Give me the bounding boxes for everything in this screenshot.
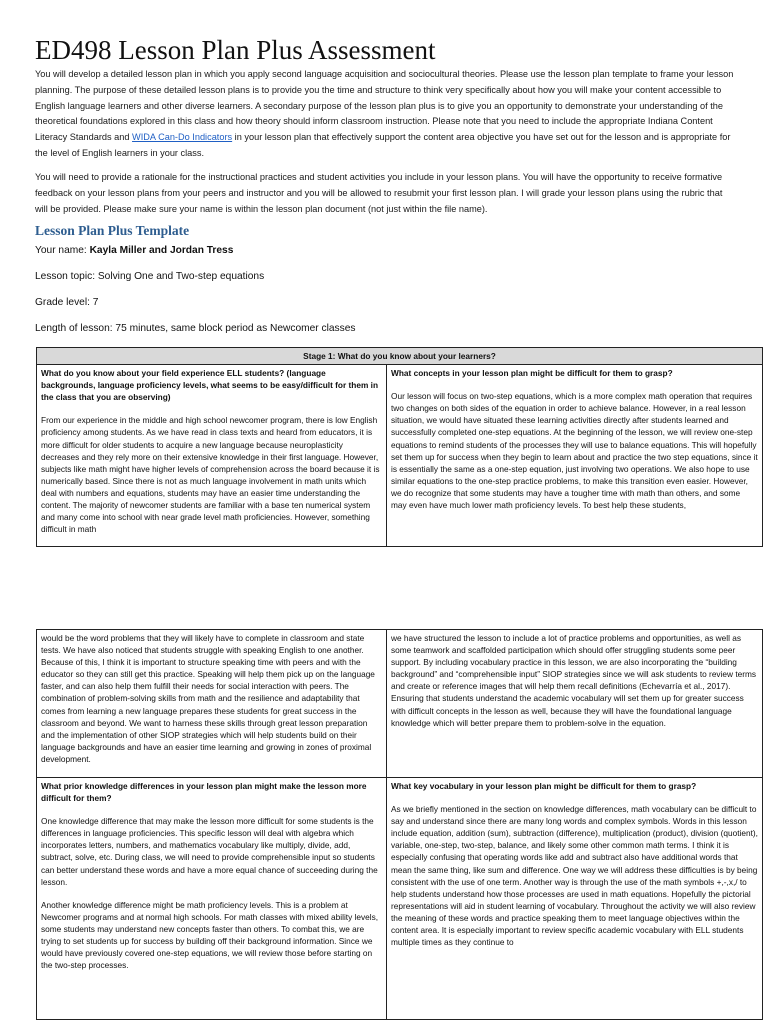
grade-level-field: Grade level: 7 [35,297,99,308]
your-name-field [35,244,233,258]
difficult-concepts-continued-cell: we have structured the lesson to include a lot of practice problems and opportunities, as well as some teamwork and scaffolded participation which should offer struggling students some peer support. By including vocabulary practice in this lesson, we are also incorporating the “building background” and “comprehensible input” SIOP strategies since we will ask students to review terms and create or reference images that will help them recall definitions (Echevarría et al., 2017). Ensuring that students understand the academic vocabulary will set them up for greater success with difficult concepts in the lesson as well, because they will have the foundational language knowledge which will better prepare them to problem-solve in the equation. [387,630,763,778]
question-difficult-concepts: What concepts in your lesson plan might be difficult for them to grasp? [391,368,673,379]
answer-key-vocabulary: As we briefly mentioned in the section on knowledge differences, math vocabulary can be difficult to say and understand since there are many long words and complex symbols. Words in this lesson include equation, addition (sum), subtraction (difference), multiplication (product), division (quotient), variable, one-step, two-step, balance, and likely some other common math terms. I think it is especially confusing that operating words like add and subtract also have additional words that mean the same thing, like sum and difference. One way we will address these difficulties is by being consistent with the use of one term. Another way is through the use of the math symbols +,-,x,/ to help students understand how those processes are used in math equations. Hopefully the pictorial representations will aid in student learning of vocabulary. Throughout the activity we will also review the meaning of these words and practice speaking them to meet language objectives within the content area. It is especially important to review specific academic vocabulary with ELL students multiple times as they continue to [391,804,758,948]
wida-can-do-link[interactable]: WIDA Can-Do Indicators [132,132,233,143]
key-vocabulary-cell [387,778,763,1020]
intro-p1-text: You will develop a detailed lesson plan in which you apply second language acquisition and sociocultural theories. Please use the lesson plan template to frame your lesson planning. The purpose of these detailed lesson plans is to provide you the time and structure to think very specifically about how you will make your content accessible to English language learners and other diverse learners. A secondary purpose of the lesson plan plus is to give you an opportunity to demonstrate your understanding of the theoretical foundations explored in this class and how theory should inform classroom instruction. Please note that you need to include the appropriate Indiana Content Literacy Standards and [35,69,734,143]
lesson-topic-field: Lesson topic: Solving One and Two-step equations [35,271,265,282]
name-label: Your name: [35,245,90,256]
difficult-concepts-cell [387,365,763,547]
question-prior-knowledge: What prior knowledge differences in your lesson plan might make the lesson more difficult for them? [41,781,367,804]
prior-knowledge-cell [37,778,387,1020]
document-title: ED498 Lesson Plan Plus Assessment [35,35,436,65]
stage1-header-row [37,348,763,365]
stage1-header: Stage 1: What do you know about your learners? [37,348,763,365]
stage1-table-page1 [36,347,763,547]
table-row [37,630,763,778]
answer-prior-knowledge-2: Another knowledge difference might be math proficiency levels. This is a problem at Newcomer programs and at normal high schools. For math classes with mixed ability levels, some students may understand new concepts faster than others. To combat this, we are trying to set students up for success by building off their background information. Since we would have previously covered one-step equations, we will review those before starting on the two-step processes. [41,899,379,971]
table-row [37,365,763,547]
template-heading: Lesson Plan Plus Template [35,223,190,238]
answer-difficult-concepts: Our lesson will focus on two-step equations, which is a more complex math operation that requires two changes on both sides of the equation in order to achieve balance. However, in a real lesson situation, we would have situated these learning activities directly after students learned and successfully completed one-step equations. At the beginning of the lesson, we will review one-step equations to remind students of the processes they will use to balance equations. This will hopefully set them up for success when they begin to learn about and practice the two step equations, since it is essentially the same as a one-step equation, just involving two operations. We also hope to use similar equations to the one-step practice problems, to make this transition even easier. However, we do recognize that some students may have a tougher time with math than others, and some may even have much lower math proficiency levels. To best help these students, [391,391,758,511]
answer-field-experience: From our experience in the middle and high school newcomer program, there is low English proficiency among students. As we have read in class texts and heard from educators, it is more difficult for older students to acquire a new language because neuroplasticity decreases and they rely more on their extensive knowledge in their first language. However, subjects like math might have higher levels of comprehension across the board because it is numerically based. Since there is not as much language involvement in math units which deal with numbers and equations, students may have an easier time understanding the content. The majority of newcomer students are familiar with a base ten numerical system and many come into school with near grade level math proficiencies. However, something difficult in math [41,415,380,535]
answer-prior-knowledge-1: One knowledge difference that may make the lesson more difficult for some students is the differences in language proficiencies. This specific lesson will deal with algebra which incorporates letters, numbers, and mathematics vocabulary like multiply, divide, add, subtract, solve, etc. During class, we will need to provide comprehensible input so students can better understand these words and have a more equal chance of succeeding during the lesson. [41,816,378,887]
intro-paragraph-1 [35,67,735,162]
lesson-length-field: Length of lesson: 75 minutes, same block period as Newcomer classes [35,323,356,334]
intro-paragraph-2: You will need to provide a rationale for the instructional practices and student activities you include in your lesson plans. You will have the opportunity to receive formative feedback on your lesson plans from your peers and instructor and you will be allowed to resubmit your first lesson plan. I will grade your lesson plans using the rubric that will be provided. Please make sure your name is within the lesson plan document (not just within the file name). [35,172,723,214]
stage1-table-page2 [36,629,763,1020]
name-value: Kayla Miller and Jordan Tress [89,245,234,256]
question-field-experience: What do you know about your field experience ELL students? (language backgrounds, language proficiency levels, what seems to be easy/difficult for them in the class that you are observing) [41,368,379,403]
learners-knowledge-continued-cell: would be the word problems that they will likely have to complete in classroom and state tests. We have also noticed that students struggle with speaking English to one another. Because of this, I think it is important to structure speaking time with peers and with the educator so they can still get this practice. Speaking will help them pick up on the language faster, and can also help them fulfill their needs for social interaction with peers. The combination of problem-solving skills from math and the resilience and adaptability that comes from learning a new language prepares these students for great success in the classroom and beyond. We want to harness these skills through great lesson preparation and the implementation of other SIOP strategies which will help students build on their language backgrounds and have an easier time learning and growing in zones of proximal development. [37,630,387,778]
table-row [37,778,763,1020]
learners-knowledge-cell [37,365,387,547]
question-key-vocabulary: What key vocabulary in your lesson plan might be difficult for them to grasp? [391,781,697,791]
intro-p1-text-end: in your lesson plan that effectively support the content area objective you have set out for the lesson and is appropriate for the level of English learners in your class. [35,132,731,158]
